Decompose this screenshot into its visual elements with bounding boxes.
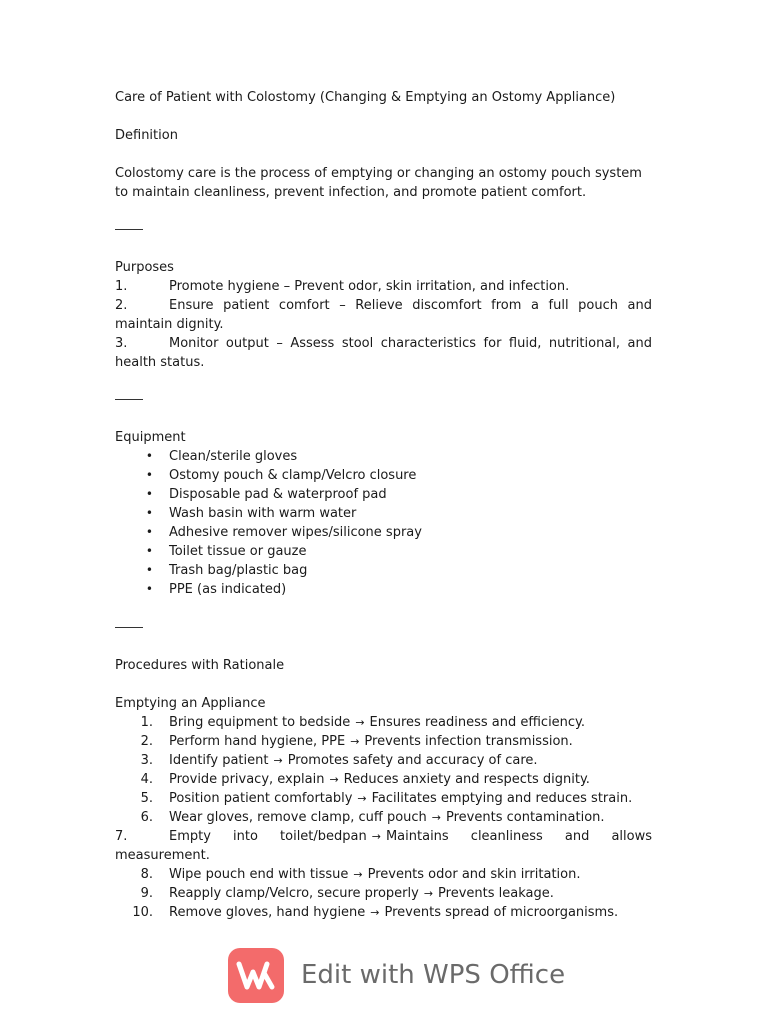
item-text: Disposable pad & waterproof pad [169, 487, 387, 502]
arrow-icon: → [431, 811, 442, 824]
step-rationale: Promotes safety and accuracy of care. [287, 753, 538, 768]
purpose-item [115, 334, 652, 372]
step-number: 1. [140, 715, 153, 730]
arrow-icon: → [357, 792, 367, 805]
bullet-icon: • [145, 468, 153, 482]
procedure-step [115, 884, 652, 903]
step-text: Wear gloves, remove clamp, cuff pouch [169, 810, 427, 825]
procedure-step [115, 865, 652, 884]
step-rationale: Prevents spread of microorganisms. [384, 905, 619, 920]
bullet-icon: • [145, 544, 153, 558]
document-title: Care of Patient with Colostomy (Changing & Emptying an Ostomy Appliance) [115, 90, 616, 105]
procedure-step [115, 732, 652, 751]
equipment-heading: Equipment [115, 430, 186, 445]
item-number: 3. [115, 336, 128, 351]
bullet-icon: • [145, 449, 153, 463]
procedure-step [115, 770, 652, 789]
bullet-icon: • [145, 582, 153, 596]
step-text: Provide privacy, explain [169, 772, 325, 787]
arrow-icon: → [353, 868, 363, 881]
procedures-subheading: Emptying an Appliance [115, 696, 266, 711]
arrow-icon: → [329, 773, 339, 786]
bullet-icon: • [145, 506, 153, 520]
edit-with-wps-link[interactable]: Edit with WPS Office [301, 960, 566, 990]
item-text: Clean/sterile gloves [169, 449, 298, 464]
procedure-step [115, 808, 652, 827]
wps-logo-glyph [228, 948, 284, 1003]
step-number: 10. [132, 905, 153, 920]
arrow-icon: → [423, 887, 434, 900]
step-rationale: Facilitates emptying and reduces strain. [371, 791, 633, 806]
item-number: 2. [115, 298, 128, 313]
bullet-icon: • [145, 563, 153, 577]
arrow-icon: → [371, 830, 381, 843]
section-divider [115, 399, 143, 400]
section-divider [115, 627, 143, 628]
step-rationale: Ensures readiness and efficiency. [369, 715, 586, 730]
item-text: Promote hygiene – Prevent odor, skin irritation, and infection. [169, 279, 570, 294]
step-number: 2. [140, 734, 153, 749]
definition-text: Colostomy care is the process of emptying or changing an ostomy pouch system to maintain cleanliness, prevent infection, and promote patient comfort. [115, 166, 642, 200]
step-rationale: Prevents infection transmission. [364, 734, 573, 749]
purpose-item [115, 296, 652, 334]
item-text: Ensure patient comfort – Relieve discomfort from a full pouch and maintain dignity. [115, 298, 652, 332]
step-rationale: Prevents odor and skin irritation. [367, 867, 581, 882]
step-text: Identify patient [169, 753, 269, 768]
equipment-item [115, 504, 652, 523]
step-number: 5. [140, 791, 153, 806]
step-rationale: Reduces anxiety and respects dignity. [343, 772, 590, 787]
purpose-item [115, 277, 652, 296]
item-text: Ostomy pouch & clamp/Velcro closure [169, 468, 417, 483]
item-text: Toilet tissue or gauze [169, 544, 307, 559]
section-divider [115, 229, 143, 230]
bullet-icon: • [145, 487, 153, 501]
item-text: Monitor output – Assess stool characteristics for fluid, nutritional, and health status. [115, 336, 652, 370]
step-number: 8. [140, 867, 153, 882]
step-rationale: Maintains cleanliness and allows measurement. [115, 829, 652, 863]
step-text: Perform hand hygiene, PPE [169, 734, 346, 749]
step-number: 3. [140, 753, 153, 768]
arrow-icon: → [273, 754, 283, 767]
step-text: Bring equipment to bedside [169, 715, 351, 730]
step-text: Reapply clamp/Velcro, secure properly [169, 886, 419, 901]
item-number: 1. [115, 279, 128, 294]
procedure-step [115, 751, 652, 770]
item-text: Trash bag/plastic bag [169, 563, 308, 578]
definition-heading: Definition [115, 128, 178, 143]
equipment-item [115, 580, 652, 599]
arrow-icon: → [370, 906, 380, 919]
item-text: Adhesive remover wipes/silicone spray [169, 525, 422, 540]
step-text: Position patient comfortably [169, 791, 353, 806]
item-text: PPE (as indicated) [169, 582, 287, 597]
step-number: 9. [140, 886, 153, 901]
wps-office-logo-icon[interactable] [228, 948, 284, 1003]
purposes-heading: Purposes [115, 260, 174, 275]
step-rationale: Prevents contamination. [446, 810, 605, 825]
arrow-icon: → [355, 716, 365, 729]
procedure-step [115, 827, 652, 865]
equipment-item [115, 466, 652, 485]
procedure-step [115, 903, 652, 922]
equipment-item [115, 542, 652, 561]
item-text: Wash basin with warm water [169, 506, 357, 521]
equipment-item [115, 447, 652, 466]
step-text: Remove gloves, hand hygiene [169, 905, 366, 920]
step-number: 4. [140, 772, 153, 787]
step-rationale: Prevents leakage. [438, 886, 554, 901]
equipment-item [115, 561, 652, 580]
arrow-icon: → [350, 735, 360, 748]
step-number: 6. [140, 810, 153, 825]
procedure-step [115, 713, 652, 732]
step-number: 7. [115, 829, 128, 844]
step-text: Wipe pouch end with tissue [169, 867, 349, 882]
equipment-item [115, 485, 652, 504]
bullet-icon: • [145, 525, 153, 539]
procedure-step [115, 789, 652, 808]
procedures-heading: Procedures with Rationale [115, 658, 285, 673]
step-text: Empty into toilet/bedpan [169, 829, 367, 844]
equipment-item [115, 523, 652, 542]
